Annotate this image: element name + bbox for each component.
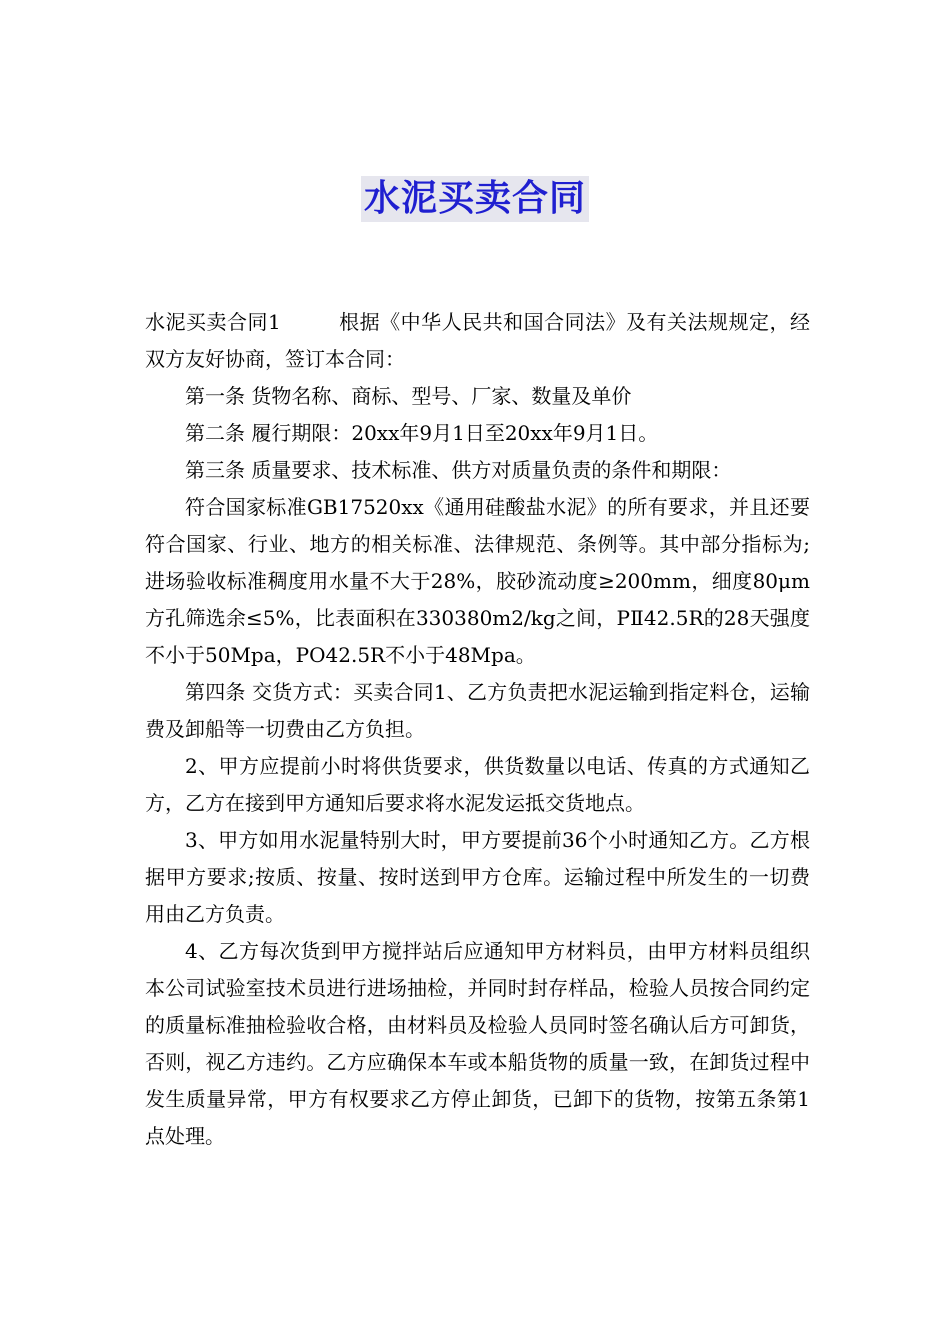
article-3: 第三条 质量要求、技术标准、供方对质量负责的条件和期限：	[185, 458, 732, 482]
article-1: 第一条 货物名称、商标、型号、厂家、数量及单价	[185, 384, 632, 408]
intro-label: 水泥买卖合同1	[145, 310, 281, 334]
document-body	[145, 304, 810, 1155]
delivery-item-4: 4、乙方每次货到甲方搅拌站后应通知甲方材料员，由甲方材料员组织本公司试验室技术员进行进场抽检，并同时封存样品，检验人员按合同约定的质量标准抽检验收合格，由材料员及检验人员同时签名确认后方可卸货，否则，视乙方违约。乙方应确保本车或本船货物的质量一致，在卸货过程中发生质量异常，甲方有权要求乙方停止卸货，已卸下的货物，按第五条第1点处理。	[145, 939, 810, 1148]
intro-paragraph	[145, 304, 810, 378]
title-container	[0, 176, 950, 222]
delivery-item-2: 2、甲方应提前小时将供货要求，供货数量以电话、传真的方式通知乙方，乙方在接到甲方通知后要求将水泥发运抵交货地点。	[145, 754, 810, 815]
delivery-item-3: 3、甲方如用水泥量特别大时，甲方要提前36个小时通知乙方。乙方根据甲方要求;按质、按量、按时送到甲方仓库。运输过程中所发生的一切费用由乙方负责。	[145, 828, 810, 926]
article-4: 第四条 交货方式：买卖合同1、乙方负责把水泥运输到指定料仓，运输费及卸船等一切费由乙方负担。	[145, 680, 810, 741]
document-title: 水泥买卖合同	[361, 176, 589, 222]
article-2: 第二条 履行期限：20xx年9月1日至20xx年9月1日。	[185, 421, 659, 445]
quality-standard-paragraph: 符合国家标准GB17520xx《通用硅酸盐水泥》的所有要求，并且还要符合国家、行业、地方的相关标准、法律规范、条例等。其中部分指标为;进场验收标准稠度用水量不大于28%，胶砂流动度≥200mm，细度80μm方孔筛选余≤5%，比表面积在330380m2/kg之间，PⅡ42.5R的28天强度不小于50Mpa，PO42.5R不小于48Mpa。	[145, 495, 810, 667]
intro-text: 根据《中华人民共和国合同法》及有关法规规定，经双方友好协商，签订本合同：	[145, 310, 811, 371]
